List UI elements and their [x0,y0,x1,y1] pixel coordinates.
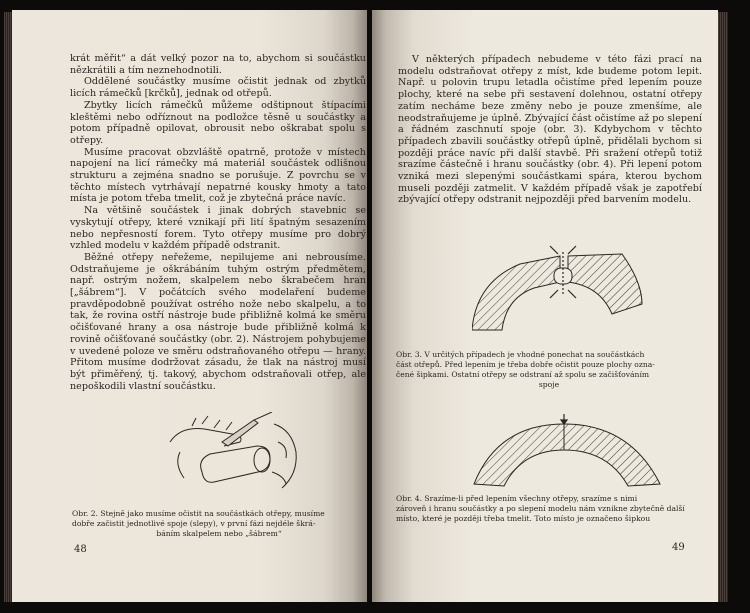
left-page [12,10,367,602]
fig3-arrow [550,246,558,254]
caption-line: dobře začistit jednotlivé spoje (slepy), v první fázi nejdéle škrá- [72,519,316,528]
figure-3-drawing [472,242,662,347]
left-paragraph: krát měřit“ a dát velký pozor na to, abychom si součástku nězkrátili a tím neznehodnotili. [70,53,366,76]
fig4-arrow [561,414,567,424]
caption-line: Obr. 4. Srazíme-li před lepením všechny otřepy, srazíme s nimi [396,494,638,503]
caption-line: báním skalpelem nebo „šábrem“ [156,529,282,538]
page-number-left: 48 [74,544,87,555]
left-body-text [70,53,366,392]
fig2-component-end [254,448,270,472]
caption-line: čené šipkami. Ostatní otřepy se odstraní až spolu se začišťováním [396,370,650,379]
caption-line: místo, které je později třeba tmelit. Toto místo je označeno šipkou [396,514,651,523]
fig4-slepene-soucastky [474,424,660,486]
caption-line: část otřepů. Před lepením je třeba dobře očistit pouze plochy ozna- [396,360,655,369]
fig3-arrow [568,290,576,298]
right-paragraph: V některých případech nebudeme v této fázi prací na modelu odstraňovat otřepy z míst, kde budeme potom lepit. Např. u polovin trupu letadla očistíme před lepením pouze plochy, které na sebe při sestavení dolehnou, ostatní otřepy zatím necháme beze změny nebo je pouze zmenšíme, ale neodstraňujeme je úplně. Zbývající část očistíme až po slepení a řádném zaschnutí spoje (obr. 3). Kdybychom v těchto případech zbavili součástky otřepů úplně, přidělali bychom si později práce navíc při další stavbě. Při sražení otřepů totiž srazíme částečně i hranu součástky (obr. 4). Při lepení potom vzniká mezi slepenými součástkami spára, kterou bychom museli později zatmelit. V každém případě však je zapotřebí zbývající otřepy odstranit nejpozději před barvením modelu. [398,54,702,206]
book-edge-left [4,12,12,602]
caption-line: Obr. 2. Stejně jako musíme očistit na součástkách otřepy, musíme [72,509,325,518]
book-edge-right [718,12,728,602]
fig3-arrow [568,246,576,254]
right-page [372,10,718,602]
left-paragraph: Zbytky licích rámečků můžeme odštipnout štípacími kleštěmi nebo odříznout na podložce těsně u součástky a potom případně opilovat, obrousit nebo oškrabat spolu s otřepy. [70,99,366,146]
left-paragraph: Musíme pracovat obzvláště opatrně, protože v místech napojení na licí rámečky má materiál součástek odlišnou strukturu a zejména snadno se porušuje. Z povrchu se v těchto místech vytrhávají nepatrné kousky hmoty a tato místa je potom třeba tmelit, což je zbytečná práce navíc. [70,146,366,205]
fig2-scalpel-handle [254,412,272,420]
figure-4-caption [396,494,702,524]
figure-3-caption [396,350,702,390]
fig2-hand-right [272,424,296,488]
fig3-arrow [550,290,558,298]
figure-4-drawing [468,414,668,494]
fig2-hand [170,416,241,478]
caption-line: Obr. 3. V určitých případech je vhodné ponechat na součástkách [396,350,645,359]
left-paragraph: Oddělené součástky musíme očistit jednak od zbytků licích rámečků [krčků], jednak od otřepů. [70,76,366,100]
figure-2-drawing [162,412,312,502]
caption-line: spoje [538,380,560,389]
left-paragraph: Na většině součástek i jinak dobrých stavebnic se vyskytují otřepy, které vznikají při lití špatným sesazením nebo nepřesností forem. Tyto otřepy musíme pro dobrý vzhled modelu v každém případě odstranit. [70,205,366,252]
caption-line: zároveň i hranu součástky a po slepení modelu nám vznikne zbytečně další [396,504,685,513]
fig3-part-left [472,256,560,330]
left-paragraph: Běžné otřepy neřežeme, nepilujeme ani nebrousíme. Odstraňujeme je oškrábáním tuhým ostrým předmětem, např. ostrým nožem, skalpelem nebo škrabečem hran [„šábrem“]. V počátcích svého modelaření budeme pravděpodobně používat ostrého nože nebo skalpelu, a to tak, že rovina ostří nástroje bude přibližně kolmá ke směru očišťované hrany a osa nástroje bude přibližně kolmá k rovině očišťované součástky (obr. 2). Nástrojem pohybujeme v uvedené poloze ve směru odstraňovaného otřepu — hrany. Přitom musíme dodržovat zásadu, že tlak na nástroj musí být přiměřený, tj. takový, abychom odstraňovali otřep, ale nepoškodili vlastní součástku. [70,251,366,392]
fig3-part-right [568,254,642,314]
right-body-text [398,54,702,206]
fig2-component [201,446,270,482]
figure-2-caption [72,509,366,539]
page-number-right: 49 [672,542,685,553]
